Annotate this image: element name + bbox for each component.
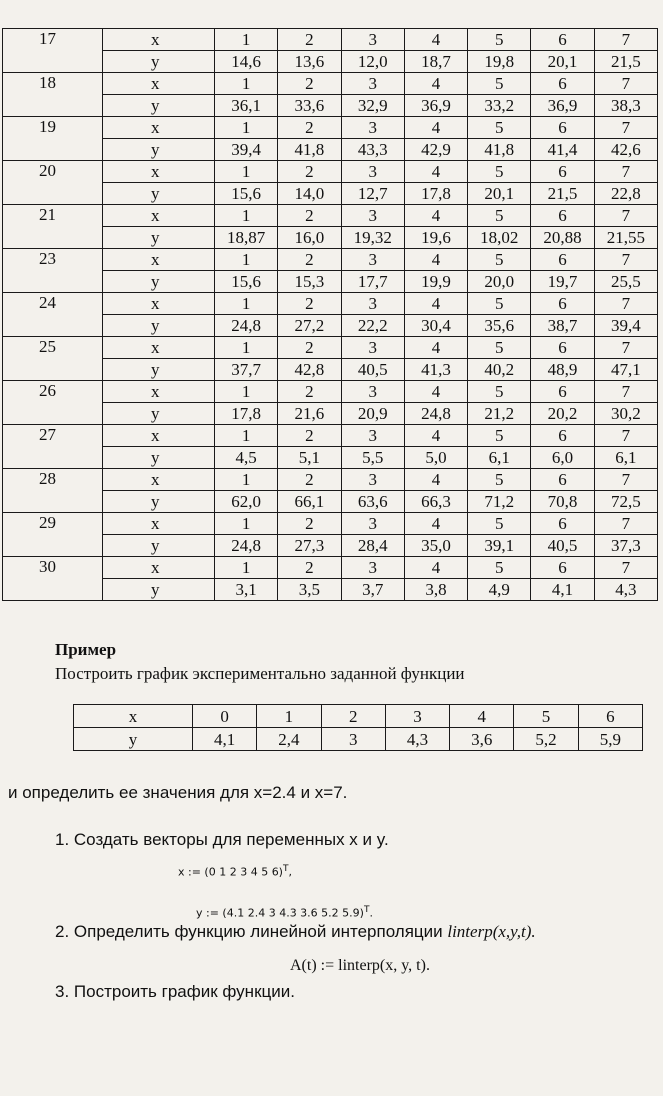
variant-x-row [3, 557, 658, 579]
x-cell: 5 [468, 337, 531, 359]
variant-number: 25 [3, 337, 103, 381]
example-table [73, 704, 643, 751]
variant-x-row [3, 381, 658, 403]
example-y-cell: 3,6 [450, 728, 514, 751]
x-cell: 7 [594, 161, 657, 183]
y-cell: 20,1 [531, 51, 594, 73]
y-cell: 41,8 [468, 139, 531, 161]
y-cell: 12,0 [341, 51, 404, 73]
variant-number: 24 [3, 293, 103, 337]
y-cell: 37,7 [215, 359, 278, 381]
example-y-cell: 5,2 [514, 728, 578, 751]
variant-x-row [3, 293, 658, 315]
row-label-y: y [103, 359, 215, 381]
y-cell: 24,8 [404, 403, 467, 425]
variant-number: 20 [3, 161, 103, 205]
x-cell: 1 [215, 293, 278, 315]
x-cell: 7 [594, 205, 657, 227]
y-cell: 30,4 [404, 315, 467, 337]
y-cell: 66,3 [404, 491, 467, 513]
x-cell: 7 [594, 29, 657, 51]
x-cell: 5 [468, 425, 531, 447]
vector-x-formula [178, 864, 292, 879]
x-cell: 3 [341, 557, 404, 579]
x-cell: 5 [468, 205, 531, 227]
variant-number: 30 [3, 557, 103, 601]
y-cell: 32,9 [341, 95, 404, 117]
variant-number: 26 [3, 381, 103, 425]
x-cell: 2 [278, 73, 341, 95]
y-cell: 15,3 [278, 271, 341, 293]
x-cell: 5 [468, 293, 531, 315]
row-label-y: y [103, 51, 215, 73]
row-label-x: x [103, 469, 215, 491]
y-cell: 22,2 [341, 315, 404, 337]
example-y-cell: 2,4 [257, 728, 321, 751]
row-label-x: x [103, 29, 215, 51]
y-cell: 27,2 [278, 315, 341, 337]
row-label-x: x [103, 117, 215, 139]
x-cell: 4 [404, 29, 467, 51]
x-cell: 6 [531, 117, 594, 139]
vector-x-end: , [288, 865, 292, 879]
x-cell: 4 [404, 469, 467, 491]
variant-number: 21 [3, 205, 103, 249]
y-cell: 22,8 [594, 183, 657, 205]
x-cell: 5 [468, 249, 531, 271]
x-cell: 4 [404, 249, 467, 271]
y-cell: 20,0 [468, 271, 531, 293]
x-cell: 6 [531, 469, 594, 491]
y-cell: 12,7 [341, 183, 404, 205]
y-cell: 17,7 [341, 271, 404, 293]
example-x-label: x [74, 705, 193, 728]
y-cell: 15,6 [215, 183, 278, 205]
y-cell: 47,1 [594, 359, 657, 381]
y-cell: 19,8 [468, 51, 531, 73]
x-cell: 3 [341, 293, 404, 315]
example-x-cell: 6 [578, 705, 642, 728]
y-cell: 20,9 [341, 403, 404, 425]
y-cell: 14,0 [278, 183, 341, 205]
y-cell: 4,5 [215, 447, 278, 469]
row-label-y: y [103, 491, 215, 513]
y-cell: 42,9 [404, 139, 467, 161]
variant-x-row [3, 469, 658, 491]
x-cell: 2 [278, 425, 341, 447]
y-cell: 66,1 [278, 491, 341, 513]
x-cell: 3 [341, 29, 404, 51]
y-cell: 43,3 [341, 139, 404, 161]
x-cell: 4 [404, 513, 467, 535]
x-cell: 2 [278, 29, 341, 51]
y-cell: 41,3 [404, 359, 467, 381]
y-cell: 35,6 [468, 315, 531, 337]
row-label-x: x [103, 381, 215, 403]
variant-number: 28 [3, 469, 103, 513]
x-cell: 2 [278, 205, 341, 227]
y-cell: 36,1 [215, 95, 278, 117]
x-cell: 6 [531, 29, 594, 51]
variant-x-row [3, 117, 658, 139]
y-cell: 71,2 [468, 491, 531, 513]
x-cell: 7 [594, 425, 657, 447]
x-cell: 4 [404, 161, 467, 183]
y-cell: 13,6 [278, 51, 341, 73]
x-cell: 6 [531, 557, 594, 579]
row-label-y: y [103, 139, 215, 161]
y-cell: 33,6 [278, 95, 341, 117]
variant-x-row [3, 29, 658, 51]
variant-number: 29 [3, 513, 103, 557]
row-label-x: x [103, 513, 215, 535]
x-cell: 6 [531, 513, 594, 535]
x-cell: 6 [531, 425, 594, 447]
y-cell: 35,0 [404, 535, 467, 557]
variant-number: 27 [3, 425, 103, 469]
y-cell: 18,02 [468, 227, 531, 249]
y-cell: 21,5 [594, 51, 657, 73]
x-cell: 3 [341, 381, 404, 403]
y-cell: 17,8 [404, 183, 467, 205]
example-x-cell: 1 [257, 705, 321, 728]
y-cell: 20,88 [531, 227, 594, 249]
x-cell: 7 [594, 381, 657, 403]
y-cell: 3,5 [278, 579, 341, 601]
x-cell: 7 [594, 73, 657, 95]
x-cell: 1 [215, 513, 278, 535]
x-cell: 1 [215, 557, 278, 579]
y-cell: 48,9 [531, 359, 594, 381]
variant-number: 17 [3, 29, 103, 73]
y-cell: 38,7 [531, 315, 594, 337]
x-cell: 2 [278, 381, 341, 403]
y-cell: 16,0 [278, 227, 341, 249]
y-cell: 6,1 [594, 447, 657, 469]
example-y-cell: 4,3 [385, 728, 449, 751]
y-cell: 41,4 [531, 139, 594, 161]
x-cell: 5 [468, 469, 531, 491]
y-cell: 4,3 [594, 579, 657, 601]
example-x-cell: 5 [514, 705, 578, 728]
row-label-y: y [103, 315, 215, 337]
vector-y-transpose: T [363, 905, 370, 915]
row-label-y: y [103, 403, 215, 425]
x-cell: 2 [278, 469, 341, 491]
x-cell: 2 [278, 337, 341, 359]
x-cell: 2 [278, 161, 341, 183]
x-cell: 5 [468, 381, 531, 403]
x-cell: 5 [468, 161, 531, 183]
x-cell: 7 [594, 293, 657, 315]
y-cell: 39,4 [594, 315, 657, 337]
y-cell: 39,1 [468, 535, 531, 557]
y-cell: 3,1 [215, 579, 278, 601]
x-cell: 2 [278, 513, 341, 535]
y-cell: 25,5 [594, 271, 657, 293]
y-cell: 3,7 [341, 579, 404, 601]
y-cell: 21,2 [468, 403, 531, 425]
x-cell: 3 [341, 161, 404, 183]
y-cell: 21,5 [531, 183, 594, 205]
x-cell: 4 [404, 557, 467, 579]
x-cell: 7 [594, 513, 657, 535]
vector-y-end: . [369, 906, 373, 920]
x-cell: 7 [594, 337, 657, 359]
row-label-x: x [103, 557, 215, 579]
y-cell: 36,9 [531, 95, 594, 117]
y-cell: 30,2 [594, 403, 657, 425]
x-cell: 5 [468, 29, 531, 51]
y-cell: 5,5 [341, 447, 404, 469]
vector-x-transpose: T [282, 864, 289, 874]
y-cell: 20,1 [468, 183, 531, 205]
x-cell: 3 [341, 425, 404, 447]
example-y-cell: 4,1 [193, 728, 257, 751]
x-cell: 6 [531, 73, 594, 95]
x-cell: 6 [531, 249, 594, 271]
x-cell: 4 [404, 381, 467, 403]
x-cell: 1 [215, 381, 278, 403]
example-x-cell: 2 [321, 705, 385, 728]
y-cell: 41,8 [278, 139, 341, 161]
x-cell: 6 [531, 293, 594, 315]
x-cell: 1 [215, 337, 278, 359]
x-cell: 5 [468, 73, 531, 95]
x-cell: 4 [404, 117, 467, 139]
x-cell: 1 [215, 161, 278, 183]
variant-number: 19 [3, 117, 103, 161]
row-label-y: y [103, 535, 215, 557]
variant-x-row [3, 249, 658, 271]
x-cell: 1 [215, 249, 278, 271]
variant-x-row [3, 337, 658, 359]
row-label-x: x [103, 293, 215, 315]
variant-x-row [3, 425, 658, 447]
row-label-y: y [103, 227, 215, 249]
variant-x-row [3, 205, 658, 227]
variant-x-row [3, 513, 658, 535]
vector-y-text: y := (4.1 2.4 3 4.3 3.6 5.2 5.9) [196, 906, 364, 920]
y-cell: 6,0 [531, 447, 594, 469]
task-text: и определить ее значения для x=2.4 и x=7. [8, 783, 348, 802]
row-label-x: x [103, 205, 215, 227]
y-cell: 3,8 [404, 579, 467, 601]
x-cell: 5 [468, 117, 531, 139]
row-label-y: y [103, 183, 215, 205]
interp-formula: A(t) := linterp(x, y, t). [290, 957, 430, 974]
x-cell: 2 [278, 249, 341, 271]
y-cell: 6,1 [468, 447, 531, 469]
step-2-function: linterp(x,y,t). [447, 922, 536, 941]
y-cell: 19,32 [341, 227, 404, 249]
x-cell: 4 [404, 73, 467, 95]
row-label-y: y [103, 271, 215, 293]
x-cell: 2 [278, 557, 341, 579]
x-cell: 1 [215, 117, 278, 139]
variant-x-row [3, 161, 658, 183]
example-heading: Пример [55, 640, 117, 659]
step-1: 1. Создать векторы для переменных x и y. [55, 830, 389, 849]
x-cell: 2 [278, 293, 341, 315]
step-2-text: 2. Определить функцию линейной интерполяции [55, 922, 448, 941]
y-cell: 18,7 [404, 51, 467, 73]
y-cell: 5,0 [404, 447, 467, 469]
step-3: 3. Построить график функции. [55, 982, 295, 1001]
y-cell: 15,6 [215, 271, 278, 293]
y-cell: 5,1 [278, 447, 341, 469]
row-label-x: x [103, 337, 215, 359]
x-cell: 7 [594, 117, 657, 139]
row-label-x: x [103, 73, 215, 95]
y-cell: 21,6 [278, 403, 341, 425]
x-cell: 2 [278, 117, 341, 139]
row-label-y: y [103, 579, 215, 601]
y-cell: 19,6 [404, 227, 467, 249]
x-cell: 6 [531, 161, 594, 183]
y-cell: 17,8 [215, 403, 278, 425]
x-cell: 7 [594, 469, 657, 491]
y-cell: 63,6 [341, 491, 404, 513]
x-cell: 4 [404, 425, 467, 447]
y-cell: 36,9 [404, 95, 467, 117]
x-cell: 6 [531, 381, 594, 403]
row-label-y: y [103, 95, 215, 117]
example-y-cell: 5,9 [578, 728, 642, 751]
x-cell: 7 [594, 557, 657, 579]
y-cell: 40,5 [341, 359, 404, 381]
y-cell: 24,8 [215, 315, 278, 337]
x-cell: 4 [404, 293, 467, 315]
y-cell: 19,7 [531, 271, 594, 293]
x-cell: 5 [468, 513, 531, 535]
y-cell: 62,0 [215, 491, 278, 513]
x-cell: 1 [215, 29, 278, 51]
x-cell: 3 [341, 205, 404, 227]
x-cell: 3 [341, 249, 404, 271]
y-cell: 72,5 [594, 491, 657, 513]
y-cell: 38,3 [594, 95, 657, 117]
y-cell: 42,8 [278, 359, 341, 381]
y-cell: 4,9 [468, 579, 531, 601]
example-intro: Построить график экспериментально заданной функции [55, 664, 465, 683]
x-cell: 1 [215, 73, 278, 95]
variant-x-row [3, 73, 658, 95]
row-label-x: x [103, 161, 215, 183]
y-cell: 14,6 [215, 51, 278, 73]
x-cell: 1 [215, 469, 278, 491]
x-cell: 6 [531, 337, 594, 359]
x-cell: 3 [341, 117, 404, 139]
y-cell: 24,8 [215, 535, 278, 557]
x-cell: 3 [341, 337, 404, 359]
y-cell: 37,3 [594, 535, 657, 557]
example-y-label: y [74, 728, 193, 751]
y-cell: 42,6 [594, 139, 657, 161]
x-cell: 6 [531, 205, 594, 227]
y-cell: 18,87 [215, 227, 278, 249]
example-x-cell: 3 [385, 705, 449, 728]
y-cell: 40,2 [468, 359, 531, 381]
y-cell: 4,1 [531, 579, 594, 601]
x-cell: 1 [215, 205, 278, 227]
example-y-cell: 3 [321, 728, 385, 751]
example-x-cell: 0 [193, 705, 257, 728]
vector-x-text: x := (0 1 2 3 4 5 6) [178, 865, 283, 879]
x-cell: 3 [341, 469, 404, 491]
variant-number: 18 [3, 73, 103, 117]
row-label-y: y [103, 447, 215, 469]
vector-y-formula [196, 905, 373, 920]
y-cell: 33,2 [468, 95, 531, 117]
row-label-x: x [103, 425, 215, 447]
x-cell: 4 [404, 337, 467, 359]
variant-number: 23 [3, 249, 103, 293]
x-cell: 4 [404, 205, 467, 227]
x-cell: 3 [341, 513, 404, 535]
variants-table [2, 28, 658, 601]
step-2 [55, 922, 536, 942]
example-x-row [74, 705, 643, 728]
y-cell: 39,4 [215, 139, 278, 161]
x-cell: 3 [341, 73, 404, 95]
x-cell: 5 [468, 557, 531, 579]
y-cell: 20,2 [531, 403, 594, 425]
y-cell: 70,8 [531, 491, 594, 513]
x-cell: 7 [594, 249, 657, 271]
y-cell: 40,5 [531, 535, 594, 557]
example-x-cell: 4 [450, 705, 514, 728]
row-label-x: x [103, 249, 215, 271]
y-cell: 21,55 [594, 227, 657, 249]
example-y-row [74, 728, 643, 751]
y-cell: 28,4 [341, 535, 404, 557]
x-cell: 1 [215, 425, 278, 447]
y-cell: 19,9 [404, 271, 467, 293]
y-cell: 27,3 [278, 535, 341, 557]
